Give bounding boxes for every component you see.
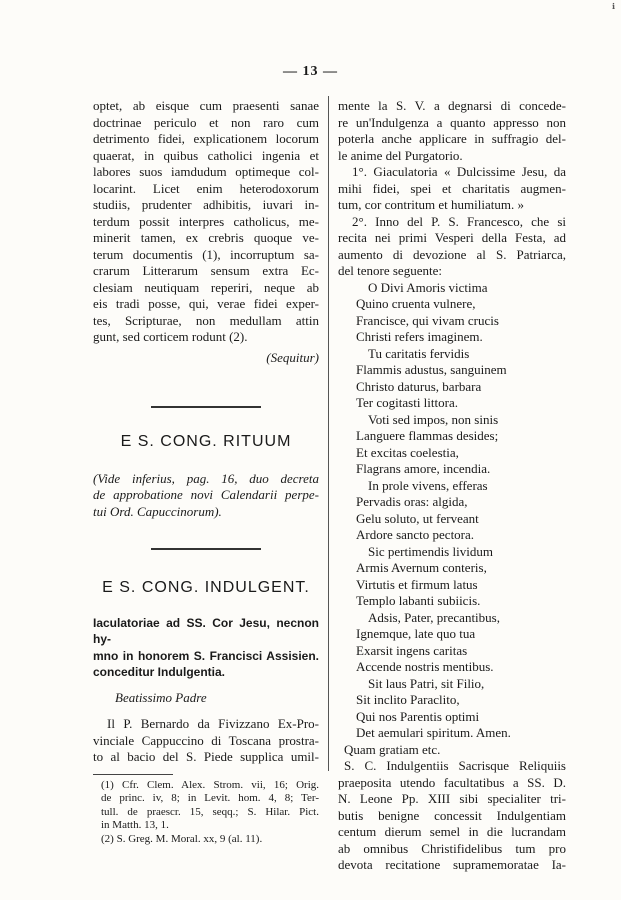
hymn-verse: Voti sed impos, non sinis bbox=[368, 411, 499, 427]
hymn-verse: Christi refers imaginem. bbox=[356, 329, 483, 344]
title-line: mno in honorem S. Francisci Assisien. bbox=[93, 648, 319, 663]
text-line: minerit tamen, ex crebris quoque ve- bbox=[93, 230, 319, 245]
text-line: terdum possit interpres catholicus, me- bbox=[93, 213, 319, 229]
hymn-verse: Qui nos Parentis optimi bbox=[356, 708, 480, 724]
hymn-verse: Languere flammas desides; bbox=[356, 428, 499, 443]
text-line: butis benigne concessit Indulgentiam bbox=[338, 807, 566, 823]
text-line: del tenore seguente: bbox=[338, 263, 442, 278]
hymn-verse: In prole vivens, efferas bbox=[368, 477, 488, 493]
hymn-verse: Ardore sancto pectora. bbox=[356, 527, 475, 542]
text-line: gunt, sed corticem rodunt (2). bbox=[93, 329, 248, 344]
footnote-line: tull. de praescr. 15, seqq.; S. Hilar. Pict. bbox=[101, 805, 319, 818]
text-line: terum documentis (1), incorruptum sa- bbox=[93, 246, 319, 262]
text-line: crarum Litterarum sensum extra Ec- bbox=[93, 263, 319, 278]
quam-gratiam: Quam gratiam etc. bbox=[344, 741, 441, 757]
text-line: quaerat, in quibus catholici ingenia et bbox=[93, 147, 319, 163]
sequitur-note: (Sequitur) bbox=[266, 349, 319, 365]
text-line: to al bacio del S. Piede supplica umil- bbox=[93, 749, 319, 764]
text-line: Il P. Bernardo da Fivizzano Ex-Pro- bbox=[107, 716, 319, 731]
text-line: locarint. Licet enim heterodoxorum bbox=[93, 180, 319, 196]
decree-title bbox=[93, 615, 319, 681]
text-line: S. C. Indulgentiis Sacrisque Reliquiis bbox=[344, 758, 566, 773]
right-paragraph-1 bbox=[338, 98, 566, 164]
text-line: recita nei primi Vesperi della Festa, ad bbox=[338, 230, 566, 245]
hymn-verse: Templo labanti subiicis. bbox=[356, 593, 481, 608]
text-line: vinciale Cappuccino di Toscana prostra- bbox=[93, 732, 319, 748]
column-divider bbox=[328, 96, 329, 771]
salutation: Beatissimo Padre bbox=[115, 689, 207, 705]
text-line: eis tradi posse, qui, verae fidei exper- bbox=[93, 296, 319, 311]
right-column bbox=[338, 98, 566, 874]
hymn-verse: Adsis, Pater, precantibus, bbox=[368, 609, 500, 625]
footnote-line: (1) Cfr. Clem. Alex. Strom. vii, 16; Orig. bbox=[101, 778, 319, 791]
heading-indulgent: E S. CONG. INDULGENT. bbox=[102, 579, 310, 596]
text-line: doctrinae periculo et non raro cum bbox=[93, 114, 319, 130]
footnote-rule bbox=[93, 774, 173, 775]
text-line: ab omnibus Christifidelibus tum pro bbox=[338, 840, 566, 856]
hymn-verse: Sit laus Patri, sit Filio, bbox=[368, 675, 485, 691]
title-line: conceditur Indulgentia. bbox=[93, 665, 226, 679]
hymn-verse: Ter cogitasti littora. bbox=[356, 395, 458, 410]
hymn-verse: Et excitas coelestia, bbox=[356, 444, 459, 460]
text-line: 1°. Giaculatoria « Dulcissime Jesu, da bbox=[352, 164, 566, 179]
hymn-verse: Armis Avernum conteris, bbox=[356, 560, 487, 575]
hymn-verse: Christo daturus, barbara bbox=[356, 378, 482, 394]
text-line: detrimento fidei, explicationem locorum bbox=[93, 131, 319, 146]
footnote-line: (2) S. Greg. M. Moral. xx, 9 (al. 11). bbox=[101, 832, 263, 845]
footnotes bbox=[93, 779, 319, 847]
right-paragraph-3 bbox=[338, 214, 566, 280]
hymn bbox=[338, 280, 566, 742]
hymn-verse: Virtutis et firmum latus bbox=[356, 576, 478, 592]
page-number: — 13 — bbox=[283, 64, 338, 79]
right-paragraph-4 bbox=[338, 758, 566, 874]
title-line: Iaculatoriae ad SS. Cor Jesu, necnon hy- bbox=[93, 615, 319, 646]
note-line: de approbatione novi Calendarii perpe- bbox=[93, 487, 319, 502]
text-line: clesiam neutiquam reperiri, neque ab bbox=[93, 279, 319, 295]
text-line: optet, ab eisque cum praesenti sanae bbox=[93, 98, 319, 113]
note-line: (Vide inferius, pag. 16, duo decreta bbox=[93, 470, 319, 486]
hymn-verse: Sit inclito Paraclito, bbox=[356, 692, 460, 707]
text-line: poterla anche applicare in suffragio del- bbox=[338, 131, 566, 146]
hymn-verse: Pervadis oras: algida, bbox=[356, 494, 468, 509]
text-line: le anime del Purgatorio. bbox=[338, 147, 463, 163]
text-line: re un'Indulgenza a quanto appresso non bbox=[338, 114, 566, 130]
hymn-verse: Quino cruenta vulnere, bbox=[356, 296, 476, 311]
hymn-verse: Tu caritatis fervidis bbox=[368, 345, 470, 361]
hymn-verse: Gelu soluto, ut ferveant bbox=[356, 510, 479, 526]
hymn-verse: Ignemque, late quo tua bbox=[356, 626, 476, 641]
hymn-verse: Exarsit ingens caritas bbox=[356, 642, 468, 658]
left-paragraph-2 bbox=[93, 716, 319, 766]
right-paragraph-2 bbox=[338, 164, 566, 214]
text-line: studiis, prudenter adhibitis, iuvari in- bbox=[93, 197, 319, 212]
left-column bbox=[93, 98, 319, 846]
text-line: praeposita utendo facultatibus a SS. D. bbox=[338, 774, 566, 790]
text-line: aumento di devozione al S. Patriarca, bbox=[338, 246, 566, 262]
text-line: mihi fidei, spei et charitatis augmen- bbox=[338, 180, 566, 196]
note-line: tui Ord. Capuccinorum). bbox=[93, 503, 222, 519]
text-line: tes, Scripturae, non medullam attin bbox=[93, 312, 319, 328]
text-line: mente la S. V. a degnarsi di concede- bbox=[338, 98, 566, 113]
left-paragraph-1 bbox=[93, 98, 319, 346]
hymn-verse: Accende nostris mentibus. bbox=[356, 659, 494, 674]
calendar-note bbox=[93, 471, 319, 521]
text-line: centum dierum semel in die lucrandam bbox=[338, 824, 566, 839]
hymn-verse: Francisce, qui vivam crucis bbox=[356, 312, 499, 328]
footnote-line: in Matth. 13, 1. bbox=[101, 819, 169, 831]
text-line: 2°. Inno del P. S. Francesco, che si bbox=[352, 213, 566, 229]
hymn-verse: O Divi Amoris victima bbox=[368, 279, 488, 295]
text-line: N. Leone Pp. XIII sibi specialiter tri- bbox=[338, 791, 566, 806]
footnote-line: de princ. iv, 8; in Levit. hom. 4, 8; Ter- bbox=[101, 792, 319, 804]
hymn-verse: Flammis adustus, sanguinem bbox=[356, 362, 507, 377]
text-line: tum, cor contritum et humiliatum. » bbox=[338, 197, 524, 212]
hymn-verse: Flagrans amore, incendia. bbox=[356, 461, 491, 476]
hymn-verse: Det aemulari spiritum. Amen. bbox=[356, 725, 511, 740]
heading-rituum: E S. CONG. RITUUM bbox=[120, 433, 292, 450]
text-line: labores suos iamdudum optimeque col- bbox=[93, 164, 319, 179]
hymn-verse: Sic pertimendis lividum bbox=[368, 543, 493, 559]
corner-mark: ℹ bbox=[611, 2, 615, 11]
text-line: devota recitatione supramemoratae Ia- bbox=[338, 857, 566, 872]
